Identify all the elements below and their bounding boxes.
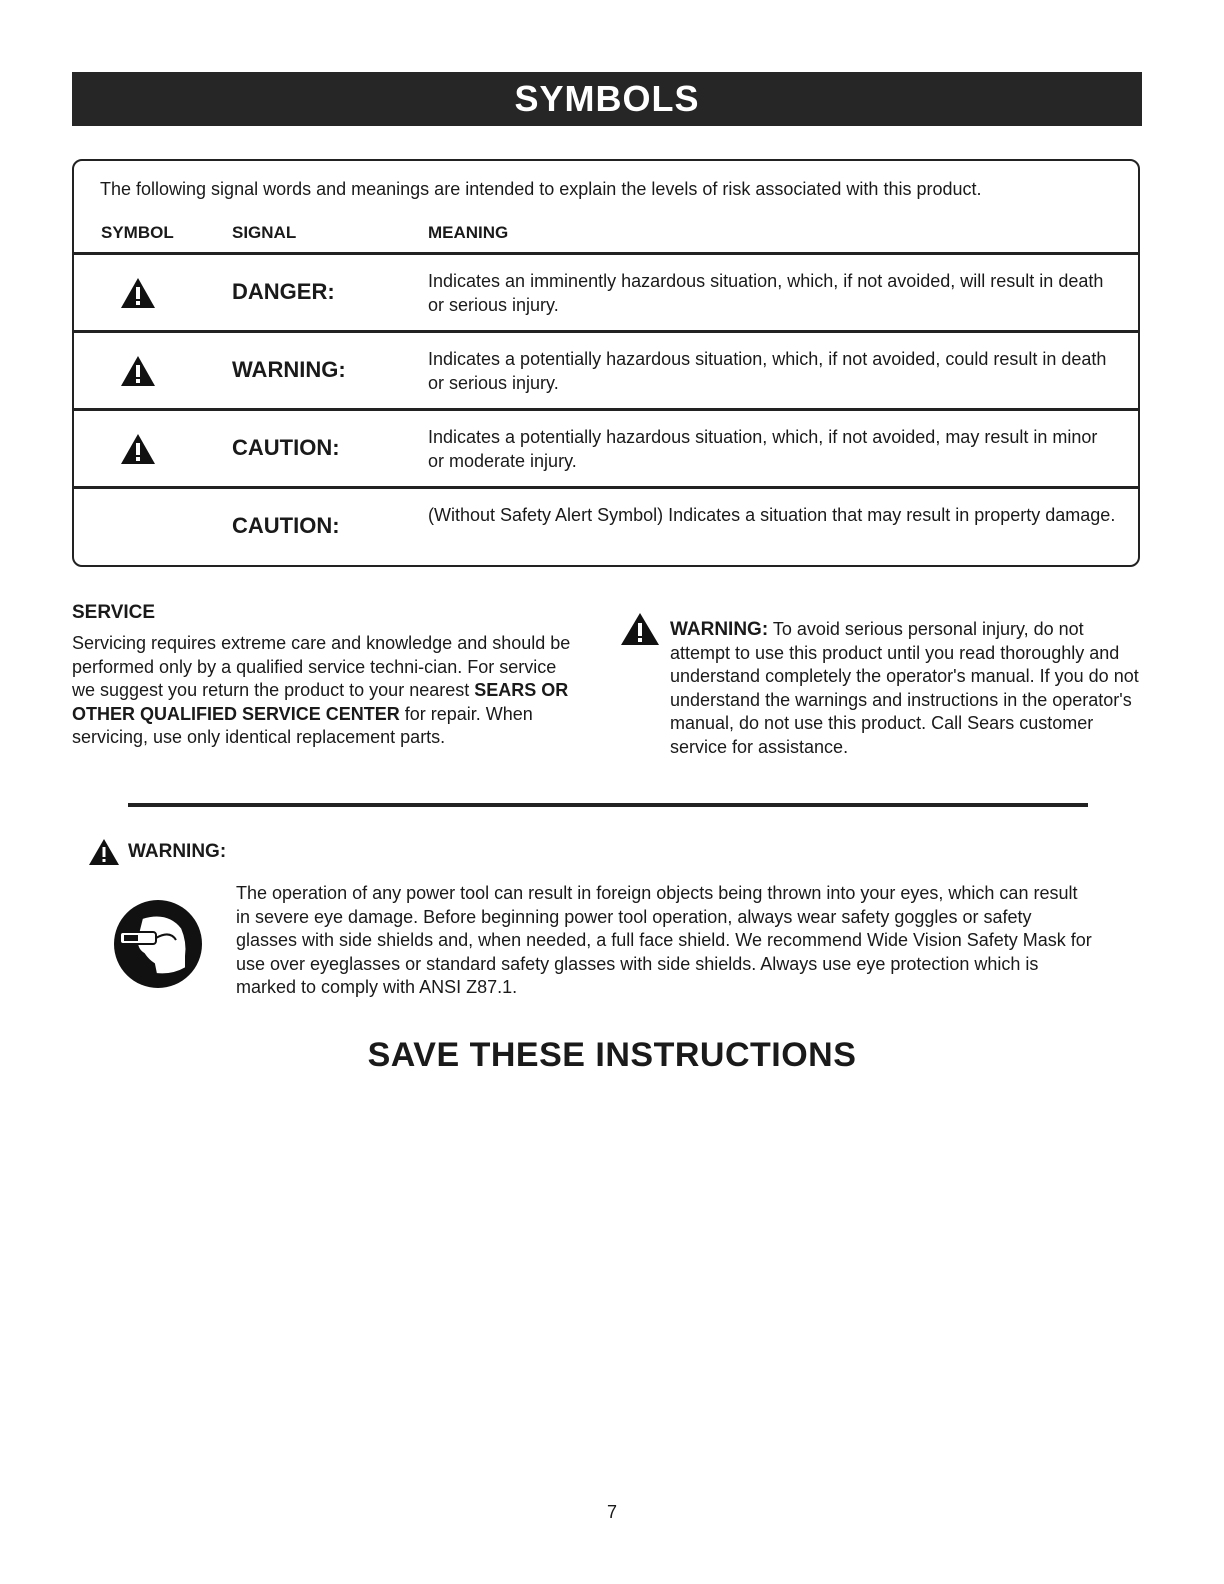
page-number: 7: [606, 1502, 617, 1522]
service-section: [72, 602, 572, 750]
signal-meaning: (Without Safety Alert Symbol) Indicates a situation that may result in property damage.: [428, 505, 1116, 525]
service-text: [72, 632, 572, 750]
signal-word: WARNING:: [232, 357, 346, 382]
eye-warning-label: WARNING:: [128, 841, 227, 862]
signal-meaning: Indicates a potentially hazardous situation, which, if not avoided, may result in minor or moderate injury.: [428, 427, 1098, 471]
table-row-danger: [74, 252, 1138, 330]
service-center-emphasis: SEARS OR OTHER QUALIFIED SERVICE CENTER: [72, 680, 569, 724]
table-row-caution-property: [74, 486, 1138, 564]
warning-body: To avoid serious personal injury, do not attempt to use this product until you read thoroughly and understand completely the operator's manual. If you do not understand the warnings and instructions in the operator's manual, do not use this product. Call Sears customer service for assistance.: [670, 619, 1139, 757]
table-row-caution: [74, 408, 1138, 486]
safety-alert-icon: [88, 838, 120, 866]
save-instructions-heading: SAVE THESE INSTRUCTIONS: [367, 1036, 857, 1074]
header-symbol: SYMBOL: [101, 223, 174, 242]
service-text-part: for repair. When servicing, use only identical replacement parts.: [72, 703, 533, 747]
service-heading: SERVICE: [72, 602, 156, 623]
signal-meaning: Indicates a potentially hazardous situation, which, if not avoided, could result in death or serious injury.: [428, 349, 1107, 393]
safety-alert-icon: [120, 355, 156, 387]
header-signal: SIGNAL: [232, 223, 297, 242]
banner-title: SYMBOLS: [514, 78, 700, 119]
table-intro: The following signal words and meanings are intended to explain the levels of risk associated with this product.: [100, 179, 982, 199]
header-meaning: MEANING: [428, 223, 509, 242]
safety-alert-icon: [620, 612, 660, 646]
signal-word: CAUTION:: [232, 513, 340, 538]
section-divider: [128, 803, 1088, 807]
signal-word: CAUTION:: [232, 435, 340, 460]
service-warning-text: [620, 618, 1145, 759]
signal-meaning: Indicates an imminently hazardous situation, which, if not avoided, will result in death or serious injury.: [428, 271, 1104, 315]
table-row-warning: [74, 330, 1138, 408]
service-warning: [620, 618, 1145, 759]
safety-alert-icon: [120, 433, 156, 465]
safety-alert-icon: [120, 277, 156, 309]
signal-word: DANGER:: [232, 279, 335, 304]
eye-warning-text: The operation of any power tool can result in foreign objects being thrown into your eyes, which can result in severe eye damage. Before beginning power tool operation, always wear safety goggles or safety glasses with side shields and, when needed, a full face shield. We recommend Wide Vision Safety Mask for use over eyeglasses or standard safety glasses with side shields. Always use eye protection which is marked to comply with ANSI Z87.1.: [236, 883, 1092, 997]
safety-goggles-icon: [112, 898, 204, 990]
service-text-part: Servicing requires extreme care and knowledge and should be performed only by a qualified service techni-cian. For service we suggest you return the product to your nearest: [72, 633, 571, 700]
eye-warning-title: [88, 838, 226, 866]
symbols-banner: [72, 72, 1142, 126]
symbols-table: [72, 159, 1140, 567]
warning-lead: WARNING:: [670, 619, 769, 640]
